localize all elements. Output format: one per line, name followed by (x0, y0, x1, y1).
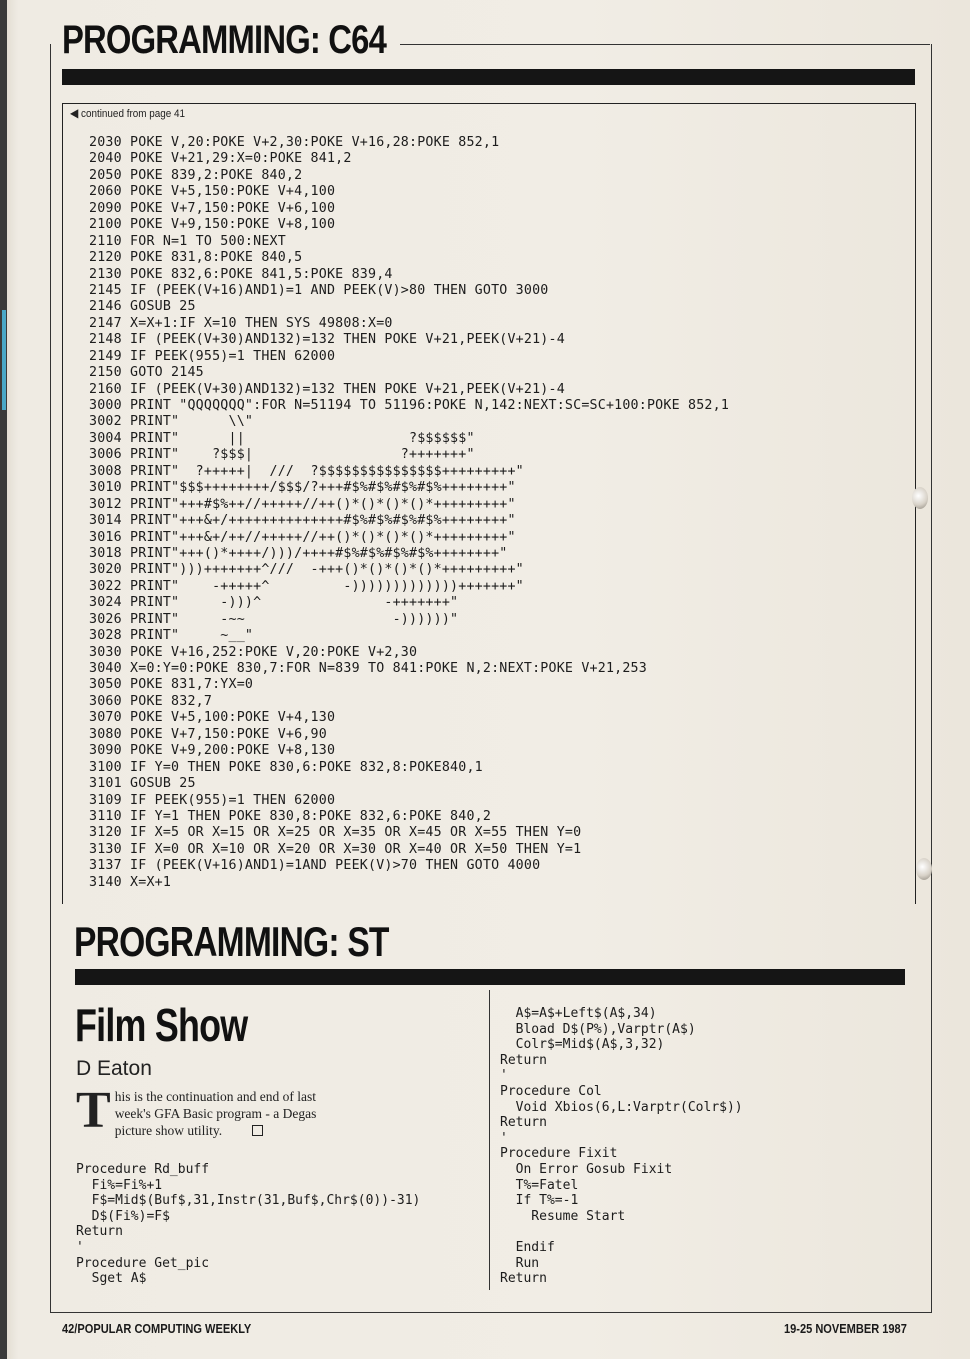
code-line: 3014 PRINT"+++&+/++++++++++++++#$%#$%#$%#$%++++++++" (89, 513, 516, 529)
code-line: 2130 POKE 832,6:POKE 841,5:POKE 839,4 (89, 266, 393, 282)
column-divider (489, 990, 490, 1290)
code-line: 3004 PRINT" || ?$$$$$$" (89, 430, 475, 446)
st-code-line: Run (500, 1255, 540, 1271)
code-line: 3018 PRINT"+++()*++++/)))/++++#$%#$%#$%#$%++++++++" (89, 545, 508, 561)
code-line: 3000 PRINT "QQQQQQQ":FOR N=51194 TO 51196:POKE N,142:NEXT:SC=SC+100:POKE 852,1 (89, 398, 730, 413)
code-line: 3060 POKE 832,7 (89, 693, 213, 709)
st-listing-right (500, 1006, 743, 1287)
st-code-line: Procedure Col (500, 1083, 602, 1099)
code-line: 2050 POKE 839,2:POKE 840,2 (89, 167, 303, 183)
code-line: 3109 IF PEEK(955)=1 THEN 62000 (89, 792, 336, 808)
code-line: 2100 POKE V+9,150:POKE V+8,100 (89, 217, 336, 233)
st-code-line (500, 1224, 743, 1240)
footer-page-info: 42/POPULAR COMPUTING WEEKLY (62, 1321, 252, 1336)
code-line: 2120 POKE 831,8:POKE 840,5 (89, 250, 303, 266)
st-code-line: Colr$=Mid$(A$,3,32) (500, 1037, 665, 1053)
drop-cap: T (76, 1082, 111, 1139)
code-line: 2150 GOTO 2145 (89, 365, 204, 381)
code-line: 3137 IF (PEEK(V+16)AND1)=1AND PEEK(V)>70 THEN GOTO 4000 (89, 858, 541, 874)
code-line: 2148 IF (PEEK(V+30)AND132)=132 THEN POKE V+21,PEEK(V+21)-4 (89, 332, 565, 348)
code-line: 3006 PRINT" ?$$$| ?+++++++" (89, 447, 475, 463)
code-line: 3020 PRINT")))+++++++^/// -+++()*()*()*()*+++++++++" (89, 562, 524, 578)
article-intro (76, 1082, 348, 1139)
continued-text: continued from page 41 (81, 108, 186, 120)
staple (912, 487, 928, 509)
code-line: 2146 GOSUB 25 (89, 299, 196, 315)
section-heading-c64: PROGRAMMING: C64 (62, 18, 387, 62)
code-line: 3110 IF Y=1 THEN POKE 830,8:POKE 832,6:POKE 840,2 (89, 808, 492, 824)
code-line: 3090 POKE V+9,200:POKE V+8,130 (89, 743, 336, 759)
st-code-line: D$(Fi%)=F$ (76, 1208, 170, 1224)
code-line: 3101 GOSUB 25 (89, 776, 196, 792)
code-line: 3100 IF Y=0 THEN POKE 830,6:POKE 832,8:POKE840,1 (89, 759, 483, 775)
code-line: 2030 POKE V,20:POKE V+2,30:POKE V+16,28:POKE 852,1 (89, 135, 500, 150)
st-code-line: ' (76, 1239, 84, 1255)
st-code-line: Procedure Get_pic (76, 1255, 210, 1271)
code-line: 3120 IF X=5 OR X=15 OR X=25 OR X=35 OR X=45 OR X=55 THEN Y=0 (89, 825, 582, 841)
code-line: 3050 POKE 831,7:YX=0 (89, 677, 254, 693)
code-line: 2145 IF (PEEK(V+16)AND1)=1 AND PEEK(V)>80 THEN GOTO 3000 (89, 282, 549, 298)
code-line: 2060 POKE V+5,150:POKE V+4,100 (89, 184, 336, 200)
heading-rule (400, 44, 930, 45)
code-line: 3026 PRINT" -~~ -))))))" (89, 611, 459, 627)
intro-text: his is the continuation and end of last week's GFA Basic program - a Degas picture show utility. (114, 1089, 317, 1138)
code-line: 2040 POKE V+21,29:X=0:POKE 841,2 (89, 151, 352, 167)
article-title: Film Show (75, 999, 248, 1051)
st-code-line: Return (500, 1115, 547, 1131)
st-code-line: ' (500, 1068, 508, 1084)
st-code-line: Resume Start (500, 1208, 626, 1224)
st-code-line: F$=Mid$(Buf$,31,Instr(31,Buf$,Chr$(0))-31) (76, 1193, 421, 1209)
footer-date: 19-25 NOVEMBER 1987 (784, 1321, 907, 1336)
st-code-line: Fi%=Fi%+1 (76, 1177, 163, 1193)
c64-code-listing (89, 135, 729, 891)
st-code-line: Endif (500, 1239, 555, 1255)
st-code-line: Return (500, 1052, 547, 1068)
code-line: 3024 PRINT" -)))^ -+++++++" (89, 595, 459, 611)
st-code-line: Return (76, 1224, 123, 1240)
st-code-line: On Error Gosub Fixit (500, 1161, 673, 1177)
spine-accent (2, 310, 6, 410)
code-line: 2090 POKE V+7,150:POKE V+6,100 (89, 200, 336, 216)
st-code-line: If T%=-1 (500, 1193, 579, 1209)
st-code-line: ' (500, 1130, 508, 1146)
st-code-line: T%=Fatel (500, 1177, 579, 1193)
code-line: 3016 PRINT"+++&+/++//+++++//++()*()*()*()*+++++++++" (89, 529, 516, 545)
code-line: 3080 POKE V+7,150:POKE V+6,90 (89, 726, 327, 742)
st-code-line: Return (500, 1271, 547, 1287)
article-author: D Eaton (76, 1057, 152, 1080)
heading-bar-c64 (62, 69, 915, 85)
st-code-line: Void Xbios(6,L:Varptr(Colr$)) (500, 1099, 743, 1115)
code-line: 2110 FOR N=1 TO 500:NEXT (89, 233, 286, 249)
code-line: 2160 IF (PEEK(V+30)AND132)=132 THEN POKE V+21,PEEK(V+21)-4 (89, 381, 565, 397)
code-line: 3070 POKE V+5,100:POKE V+4,130 (89, 710, 336, 726)
continued-note (70, 106, 185, 120)
code-line: 3030 POKE V+16,252:POKE V,20:POKE V+2,30 (89, 644, 418, 660)
page-spine (0, 0, 7, 1359)
st-code-line: Sget A$ (76, 1271, 147, 1287)
code-line: 3040 X=0:Y=0:POKE 830,7:FOR N=839 TO 841:POKE N,2:NEXT:POKE V+21,253 (89, 661, 647, 676)
left-arrow-icon: ◀ (70, 106, 79, 120)
code-line: 2147 X=X+1:IF X=10 THEN SYS 49808:X=0 (89, 315, 393, 331)
code-line: 3008 PRINT" ?+++++| /// ?$$$$$$$$$$$$$$$+++++++++" (89, 463, 524, 479)
code-line: 3130 IF X=0 OR X=10 OR X=20 OR X=30 OR X=40 OR X=50 THEN Y=1 (89, 841, 582, 857)
code-line: 3002 PRINT" \\" (89, 414, 254, 430)
code-line: 3022 PRINT" -+++++^ -)))))))))))))+++++++" (89, 578, 524, 594)
heading-bar-st (75, 969, 905, 985)
section-heading-st: PROGRAMMING: ST (74, 918, 389, 965)
staple (916, 858, 932, 880)
code-line: 3140 X=X+1 (89, 874, 172, 890)
st-listing-left (76, 1162, 420, 1287)
code-line: 3010 PRINT"$$$++++++++/$$$/?+++#$%#$%#$%#$%++++++++" (89, 480, 516, 496)
code-line: 2149 IF PEEK(955)=1 THEN 62000 (89, 348, 336, 364)
st-code-line: Bload D$(P%),Varptr(A$) (500, 1021, 696, 1037)
st-code-line: Procedure Fixit (500, 1146, 618, 1162)
end-mark-icon (252, 1125, 263, 1136)
code-line: 3028 PRINT" ~__" (89, 628, 254, 644)
st-code-line: A$=A$+Left$(A$,34) (500, 1006, 657, 1021)
st-code-line: Procedure Rd_buff (76, 1162, 210, 1177)
code-line: 3012 PRINT"+++#$%++//+++++//++()*()*()*()*+++++++++" (89, 496, 516, 512)
